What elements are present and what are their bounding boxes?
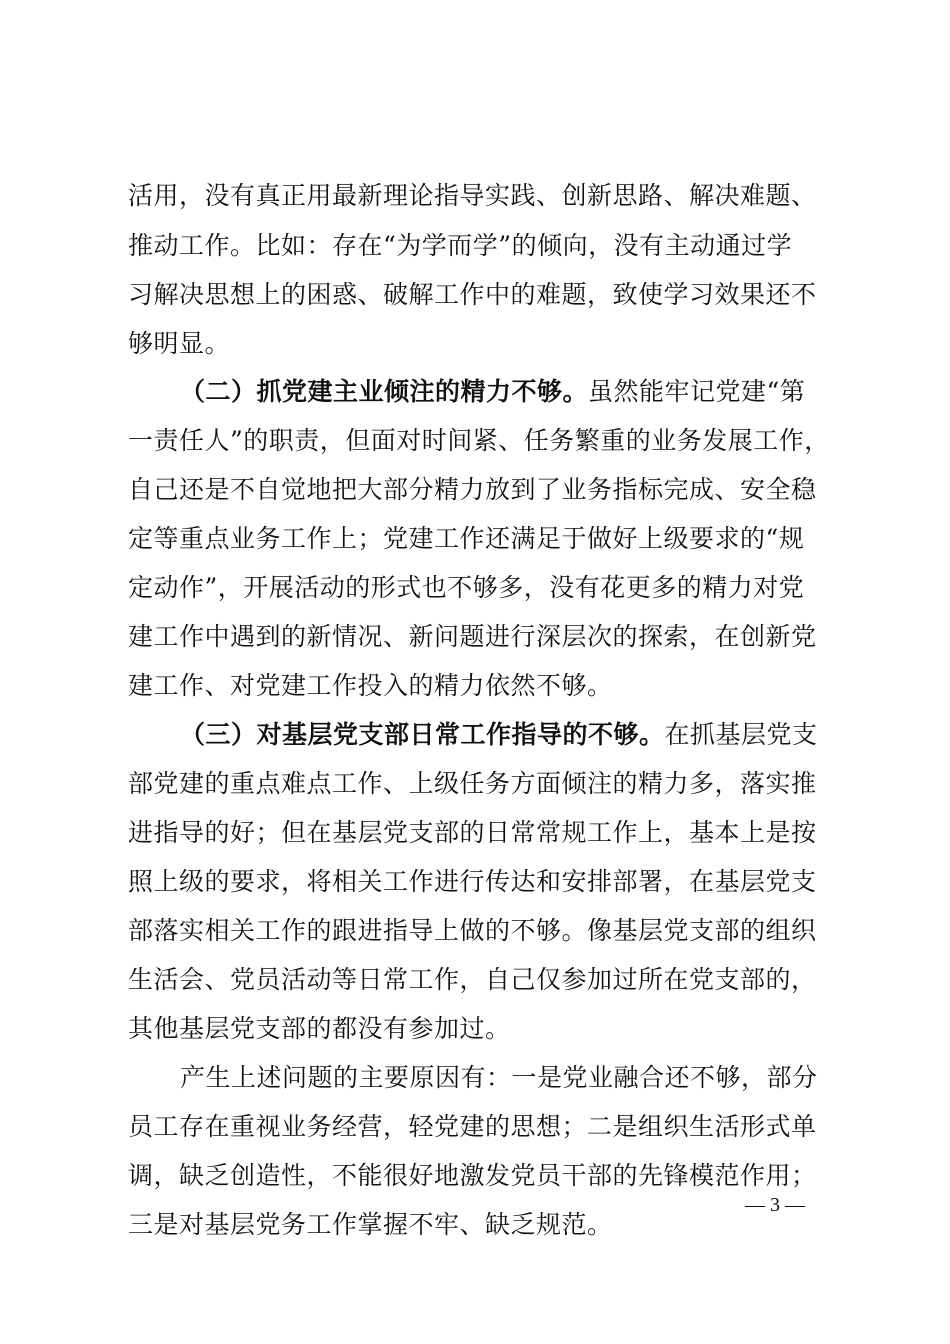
paragraph-1-line-1: 活用，没有真正用最新理论指导实践、创新思路、解决难题、 xyxy=(128,181,817,210)
section-2-line-4: 定等重点业务工作上；党建工作还满足于做好上级要求的“规 xyxy=(128,524,805,553)
section-3-line-3: 进指导的好；但在基层党支部的日常常规工作上，基本上是按 xyxy=(128,818,817,847)
section-2-first-line-text: 虽然能牢记党建“第 xyxy=(588,377,806,406)
section-2-line-5: 定动作”，开展活动的形式也不够多，没有花更多的精力对党 xyxy=(128,573,805,602)
causes-line-3: 调，缺乏创造性，不能很好地激发党员干部的先锋模范作用； xyxy=(128,1161,817,1190)
section-2-line-2: 一责任人”的职责，但面对时间紧、任务繁重的业务发展工作， xyxy=(128,426,830,455)
section-3-line-5: 部落实相关工作的跟进指导上做的不够。像基层党支部的组织 xyxy=(128,916,817,945)
causes-line-4: 三是对基层党务工作掌握不牢、缺乏规范。 xyxy=(128,1210,613,1239)
section-2-line-6: 建工作中遇到的新情况、新问题进行深层次的探索，在创新党 xyxy=(128,622,817,651)
section-3-line-4: 照上级的要求，将相关工作进行传达和安排部署，在基层党支 xyxy=(128,867,817,896)
section-3-first-line xyxy=(180,720,880,750)
section-3-heading: （三）对基层党支部日常工作指导的不够。 xyxy=(180,720,665,749)
section-3-first-line-text: 在抓基层党支 xyxy=(664,720,818,749)
section-2-line-7: 建工作、对党建工作投入的精力依然不够。 xyxy=(128,671,613,700)
section-2-line-3: 自己还是不自觉地把大部分精力放到了业务指标完成、安全稳 xyxy=(128,475,817,504)
section-2-first-line xyxy=(180,377,880,407)
paragraph-1-line-2: 推动工作。比如：存在“为学而学”的倾向，没有主动通过学 xyxy=(128,231,793,260)
paragraph-1-line-3: 习解决思想上的困惑、破解工作中的难题，致使学习效果还不 xyxy=(128,280,817,309)
causes-line-1: 产生上述问题的主要原因有：一是党业融合还不够，部分 xyxy=(180,1063,818,1092)
section-3-line-7: 其他基层党支部的都没有参加过。 xyxy=(128,1014,511,1043)
paragraph-1-line-4: 够明显。 xyxy=(128,329,231,358)
section-3-line-2: 部党建的重点难点工作、上级任务方面倾注的精力多，落实推 xyxy=(128,769,817,798)
causes-line-2: 员工存在重视业务经营，轻党建的思想；二是组织生活形式单 xyxy=(128,1112,817,1141)
page-number: — 3 — xyxy=(745,1194,805,1216)
section-2-heading: （二）抓党建主业倾注的精力不够。 xyxy=(180,377,589,406)
section-3-line-6: 生活会、党员活动等日常工作，自己仅参加过所在党支部的， xyxy=(128,965,817,994)
